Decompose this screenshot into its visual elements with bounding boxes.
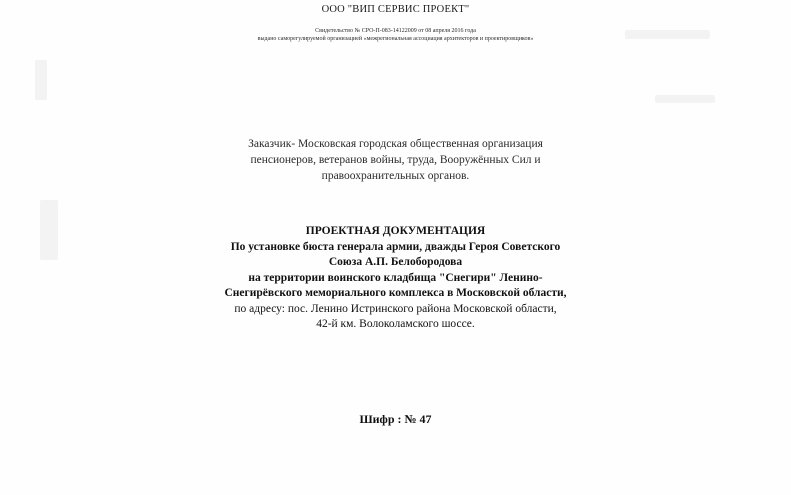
certificate-line: Свидетельство № СРО-П-083-14122009 от 08 апреля 2016 года <box>315 28 476 34</box>
project-block <box>0 224 791 333</box>
project-address-line: 42-й км. Волоколамского шоссе. <box>316 318 475 330</box>
project-description-line: По установке бюста генерала армии, дважды Героя Советского <box>230 240 561 253</box>
customer-line: Заказчик- Московская городская общественная организация <box>248 138 543 150</box>
show-through-mark <box>655 95 715 103</box>
project-description-line: на территории воинского кладбища "Снегири" Ленино- <box>248 271 543 284</box>
customer-block <box>0 136 791 184</box>
customer-line: правоохранительных органов. <box>321 170 470 182</box>
document-title: ПРОЕКТНАЯ ДОКУМЕНТАЦИЯ <box>305 225 486 237</box>
certificate-issuer-line: выдано саморегулируемой организацией «межрегиональная ассоциация архитекторов и проектировщиков» <box>257 36 534 42</box>
project-address-line: по адресу: пос. Ленино Истринского района Московской области, <box>234 302 557 315</box>
organization-name: ООО "ВИП СЕРВИС ПРОЕКТ" <box>321 4 470 15</box>
customer-line: пенсионеров, ветеранов войны, труда, Вооружённых Сил и <box>250 154 541 166</box>
show-through-mark <box>35 60 47 100</box>
project-description-line: Снегирёвского мемориального комплекса в Московской области, <box>224 287 567 299</box>
project-description-line: Союза А.П. Белобородова <box>328 256 463 268</box>
certificate-info <box>0 27 791 43</box>
document-cipher: Шифр : № 47 <box>359 412 432 426</box>
